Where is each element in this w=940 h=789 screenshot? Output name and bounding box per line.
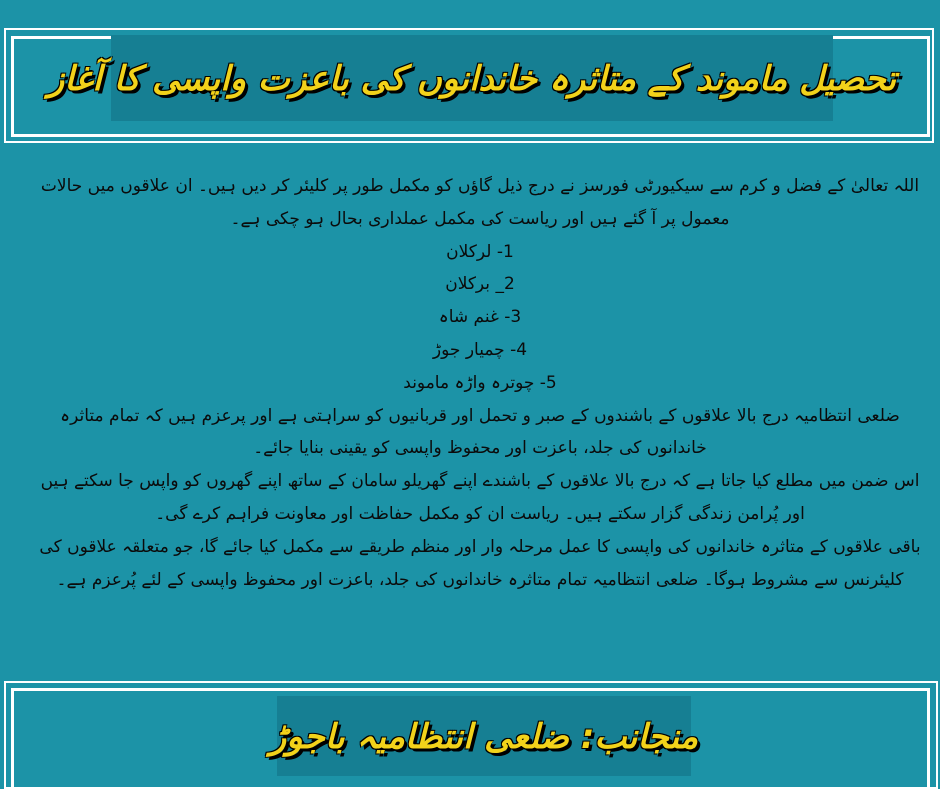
village-item: 2_ برکلان bbox=[445, 274, 515, 295]
village-item: 5- چوترہ واڑہ ماموند bbox=[403, 372, 557, 393]
paragraph-administration: ضلعی انتظامیہ درج بالا علاقوں کے باشندوں کے صبر و تحمل اور قربانیوں کو سراہتی ہے اور پرعزم ہیں کہ تمام متاثرہ خاندانوں کی جلد، باعزت اور محفوظ واپسی کو یقینی بنایا جائے۔ bbox=[60, 405, 900, 459]
paragraph-return-notice: اس ضمن میں مطلع کیا جاتا ہے کہ درج بالا علاقوں کے باشندے اپنے گھریلو سامان کے ساتھ اپنے گھروں کو واپس جا سکتے ہیں اور پُرامن زندگی گزار سکتے ہیں۔ ریاست ان کو مکمل حفاظت اور معاونت فراہم کرے گی۔ bbox=[40, 471, 920, 524]
issuer-signature: منجانب: ضلعی انتظامیہ باجوڑ bbox=[269, 716, 699, 757]
paragraph-remaining-areas: باقی علاقوں کے متاثرہ خاندانوں کی واپسی کا عمل مرحلہ وار اور منظم طریقے سے مکمل کیا جائے گا، جو متعلقہ علاقوں کی کلیئرنس سے مشروط ہوگا۔ ضلعی انتظامیہ تمام متاثرہ خاندانوں کی جلد، باعزت اور محفوظ واپسی کے لئے پُرعزم ہے۔ bbox=[39, 536, 921, 590]
footer-banner bbox=[269, 696, 699, 776]
paragraph-intro: اللہ تعالیٰ کے فضل و کرم سے سیکیورٹی فورسز نے درج ذیل گاؤں کو مکمل طور پر کلیئر کر دیں ہیں۔ ان علاقوں میں حالات معمول پر آ گئے ہیں اور ریاست کی مکمل عملداری بحال ہو چکی ہے۔ bbox=[40, 176, 920, 229]
page-title: تحصیل ماموند کے متاثرہ خاندانوں کی باعزت واپسی کا آغاز bbox=[47, 58, 897, 99]
village-item: 1- لرکلان bbox=[446, 241, 514, 262]
village-item: 4- چمیار جوڑ bbox=[432, 339, 528, 360]
announcement-body bbox=[30, 170, 930, 596]
title-banner bbox=[47, 35, 897, 121]
village-item: 3- غنم شاہ bbox=[438, 307, 522, 328]
